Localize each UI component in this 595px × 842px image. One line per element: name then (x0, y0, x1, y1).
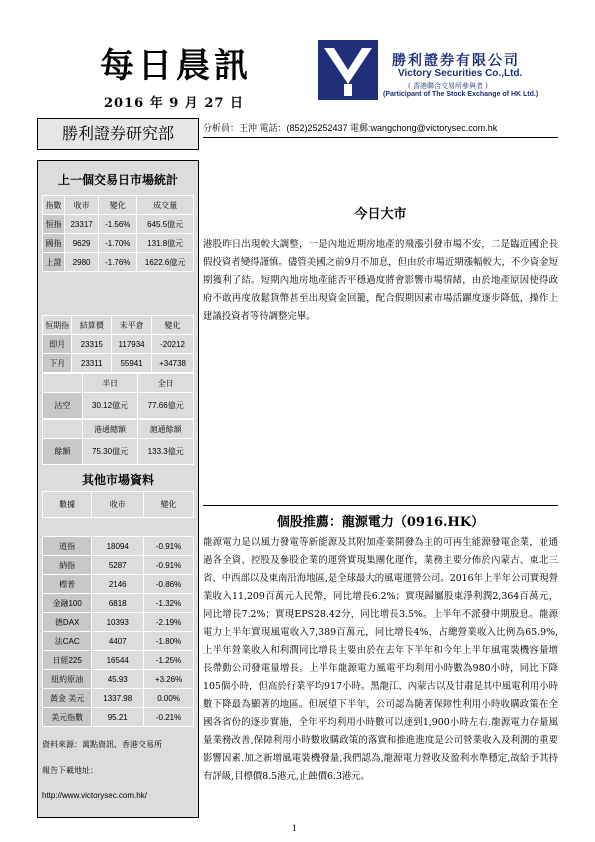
table-cell: -20212 (152, 335, 194, 354)
table-cell: 5287 (92, 556, 144, 575)
table-cell: 餘額 (43, 439, 83, 465)
table-cell: -1.76% (99, 253, 137, 272)
company-logo (318, 40, 378, 100)
table-cell: 75.30億元 (82, 439, 138, 465)
table-row (43, 651, 194, 670)
table-cell: -1.80% (144, 632, 194, 651)
other-market-table (42, 491, 194, 727)
table-header: 港通總額 (82, 420, 138, 439)
table-cell: 55941 (112, 354, 152, 373)
data-source: 資料來源：萬點資訊、香港交易所 (42, 740, 162, 749)
report-title: 每日晨訊 (100, 46, 252, 86)
table-cell: -0.21% (144, 708, 194, 727)
table-cell: 美元指數 (43, 708, 92, 727)
company-name-cn: 勝利證券有限公司 (392, 53, 520, 69)
stock-body: 龍源電力是以風力發電等新能源及其附加產業開發為主的可再生能源發電企業，並通過各全資、控股及參股企業的運營實現集團化運作，業務主要分佈於內蒙古、東北三省、中西部以及東南沿海地區,是全球最大的風電運營公司。2016年上半年公司實現營業收入11,209百萬元人民幣，同比增長6.2%；實現歸屬股東淨利潤2,364百萬元，同比增長7.2%；實現EPS28.42分，同比增長3.5%。上半年不派發中期股息。龍源電力上半年實現風電收入7,389百萬元，同比增長4%，占總營業收入比例為65.9%,上半年營業收入和利潤同比增長主要由於在去年下半年和今年上半年風電裝機容量增長帶動公司發電量增長。上半年龍源電力風電平均利用小時數為980小時，同比下降105個小時，但高於行業平均917小時。黑龍江、內蒙古以及甘肅是其中風電利用小時數下降最為顯著的地區。但展望下半年，公司認為隨著保障性利用小時收購政策在全國各省份的逐步實施，全年平均利用小時數可以達到1,900小時左右.龍源電力存量風量業務改善,保障利用小時數收購政策的落實和推進進度是公司營業收入及利潤的重要影響因素.加之新增風電裝機發量,我們認為,龍源電力營收及盈利水準穩定,故給予其持有評級,目標價8.5港元,止蝕價6.3港元。 (203, 537, 558, 782)
table-header: 成交量 (137, 196, 194, 215)
market-body: 港股昨日出現較大調整，一是內地近期房地產的飛漲引發市場不安，二是臨近國企長假投資者變得謹慎。儘管美國之前9月不加息，但由於市場近期漲幅較大，不少資金短期獲利了結。短期內地房地產能否平穩過度將會影響市場情緒，由於地產原因使得政府不敢再度放鬆貨幣甚至出現資金回籠，配合假期因素市場活躍度逐步降低，操作上建議投資者等待調整完畢。 (203, 239, 558, 322)
table-cell: 即月 (43, 335, 72, 354)
table-header: 結算價 (72, 316, 112, 335)
table-cell: 2980 (65, 253, 99, 272)
table-header: 全日 (138, 374, 194, 393)
table-header: 變化 (152, 316, 194, 335)
download-link[interactable]: http://www.victorysec.com.hk/ (42, 791, 147, 800)
connect-table (42, 419, 194, 465)
table-row (43, 670, 194, 689)
table-cell: 95.21 (92, 708, 144, 727)
table-cell: 納指 (43, 556, 92, 575)
table-header-row (43, 316, 194, 335)
other-market-title: 其他市場資料 (81, 473, 154, 487)
table-row (43, 354, 194, 373)
stats-title: 上一個交易日市場統計 (57, 173, 178, 187)
table-cell: 77.66億元 (138, 393, 194, 419)
table-cell: 133.3億元 (138, 439, 194, 465)
stock-rule (203, 505, 558, 506)
table-cell: 金融100 (43, 594, 92, 613)
page-number: 1 (292, 824, 298, 833)
company-participant: (Participant of The Stock Exchange of HK Ltd.) (383, 91, 539, 98)
table-header-row (43, 196, 194, 215)
index-table (42, 195, 194, 272)
table-cell: 6818 (92, 594, 144, 613)
table-cell: -0.91% (144, 556, 194, 575)
table-cell: 標普 (43, 575, 92, 594)
table-row (43, 556, 194, 575)
table-header: 變化 (99, 196, 137, 215)
table-cell: 131.8億元 (137, 234, 194, 253)
table-cell: 4407 (92, 632, 144, 651)
table-cell: 23311 (72, 354, 112, 373)
table-row (43, 439, 194, 465)
company-subtitle: ( 香港聯合交易所參與者 ) (408, 82, 488, 90)
table-row (43, 708, 194, 727)
table-header-row (43, 374, 194, 393)
table-cell: 0.00% (144, 689, 194, 708)
table-row (43, 632, 194, 651)
futures-table (42, 315, 194, 373)
table-row (43, 537, 194, 556)
dept-label: 勝利證券研究部 (37, 118, 199, 150)
table-row (43, 253, 194, 272)
table-cell: 9629 (65, 234, 99, 253)
table-cell: 18094 (92, 537, 144, 556)
table-row (43, 215, 194, 234)
company-name-en: Victory Securities Co.,Ltd. (398, 68, 523, 79)
market-title: 今日大市 (354, 207, 407, 222)
table-cell: 德DAX (43, 613, 92, 632)
header-rule (203, 137, 558, 138)
table-row (43, 234, 194, 253)
table-cell: -2.19% (144, 613, 194, 632)
table-cell: -1.56% (99, 215, 137, 234)
table-header: 收市 (65, 196, 99, 215)
table-cell: 黃金 美元 (43, 689, 92, 708)
table-cell: 30.12億元 (82, 393, 138, 419)
table-cell: 恒指 (43, 215, 65, 234)
short-selling-table (42, 373, 194, 419)
table-row (43, 575, 194, 594)
table-cell: 645.5億元 (137, 215, 194, 234)
table-cell: 45.93 (92, 670, 144, 689)
table-row (43, 335, 194, 354)
table-header: 變化 (144, 492, 194, 518)
table-cell: -0.91% (144, 537, 194, 556)
table-row (43, 689, 194, 708)
table-header: 數據 (43, 492, 92, 518)
table-header-row (43, 492, 194, 518)
table-cell: 法CAC (43, 632, 92, 651)
table-row (43, 613, 194, 632)
table-cell: -1.70% (99, 234, 137, 253)
table-cell: 下月 (43, 354, 72, 373)
table-header (43, 420, 83, 439)
table-header-row (43, 420, 194, 439)
download-label: 報告下載地址： (42, 766, 98, 775)
table-cell: 紐約原油 (43, 670, 92, 689)
table-cell: 16544 (92, 651, 144, 670)
table-cell: 117934 (112, 335, 152, 354)
table-cell: +3.26% (144, 670, 194, 689)
report-date: 2016 年 9 月 27 日 (104, 96, 244, 111)
table-header: 滬通餘額 (138, 420, 194, 439)
analyst-info: 分析員：王沖 電話：(852)25252437 電郵:wangchong@victorysec.com.hk (203, 123, 498, 133)
sidebar (37, 160, 199, 818)
table-header: 半日 (82, 374, 138, 393)
table-header (43, 374, 83, 393)
table-row (43, 594, 194, 613)
table-cell: 10393 (92, 613, 144, 632)
table-cell: 國指 (43, 234, 65, 253)
table-cell: 上證 (43, 253, 65, 272)
table-cell: -1.32% (144, 594, 194, 613)
table-header: 恒期指 (43, 316, 72, 335)
table-cell: -0.86% (144, 575, 194, 594)
table-cell: -1.25% (144, 651, 194, 670)
table-cell: 日經225 (43, 651, 92, 670)
table-header: 未平倉 (112, 316, 152, 335)
table-row (43, 393, 194, 419)
table-cell: +34738 (152, 354, 194, 373)
table-header: 收市 (92, 492, 144, 518)
stock-title: 個股推薦：龍源電力（0916.HK） (276, 515, 485, 530)
table-cell: 23315 (72, 335, 112, 354)
table-cell: 1337.98 (92, 689, 144, 708)
table-cell: 沽空 (43, 393, 83, 419)
table-cell: 1622.6億元 (137, 253, 194, 272)
table-cell: 23317 (65, 215, 99, 234)
table-cell: 道指 (43, 537, 92, 556)
table-cell: 2146 (92, 575, 144, 594)
table-header: 指數 (43, 196, 65, 215)
